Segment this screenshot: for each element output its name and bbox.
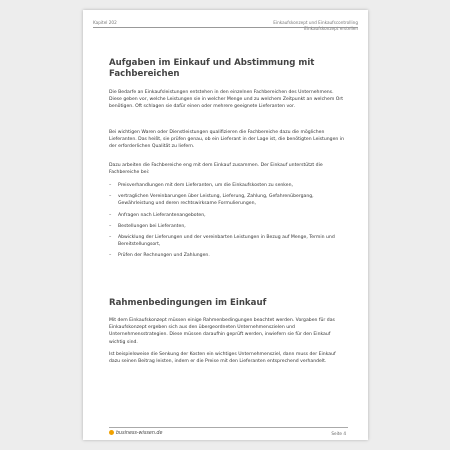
section-heading-aufgaben: Aufgaben im Einkauf und Abstimmung mit Fachbereichen — [109, 58, 315, 79]
bullet-dash: – — [109, 194, 112, 200]
list-item: – vertraglichen Vereinbarungen über Leistung, Lieferung, Zahlung, Gefahrenübergang, Gewährleistung und deren rechtswirksame Formulierungen, — [109, 194, 314, 207]
bullet-dash: – — [109, 235, 112, 241]
header-title-line1: Einkaufskonzept und Einkaufscontrolling — [273, 20, 358, 25]
list-item: – Bestellungen bei Lieferanten, — [109, 223, 186, 229]
paragraph-rahmenbedingungen: Mit dem Einkaufskonzept müssen einige Rahmenbedingungen beachtet werden. Vorgaben für das Einkaufskonzept ergeben sich aus den übergeordneten Unternehmenszielen und Unternehmensstrategien. Diese müssen daraufhin geprüft werden, inwiefern sie für den Einkauf wichtig sind. — [109, 318, 335, 345]
footer-divider — [109, 427, 348, 428]
chapter-label: Kapitel 202 — [93, 20, 117, 25]
list-item: – Anfragen nach Lieferantenangeboten, — [109, 212, 206, 218]
paragraph-qualifizieren: Bei wichtigen Waren oder Dienstleistungen qualifizieren die Fachbereiche dazu die möglichen Lieferanten. Das heißt, sie prüfen genau, ob ein Lieferant in der Lage ist, die benötigten Leistungen in der erforderlichen Qualität zu liefern. — [109, 130, 344, 150]
section-heading-rahmenbedingungen: Rahmenbedingungen im Einkauf — [109, 298, 267, 308]
bullet-dash: – — [109, 212, 112, 218]
bullet-dash: – — [109, 183, 112, 188]
header-title — [273, 20, 358, 31]
bullet-dash: – — [109, 253, 112, 259]
paragraph-zusammenarbeit: Dazu arbeiten die Fachbereiche eng mit dem Einkauf zusammen. Der Einkauf unterstützt die Fachbereiche bei: — [109, 163, 323, 176]
paragraph-bedarfe: Die Bedarfe an Einkaufsleistungen entstehen in den einzelnen Fachbereichen des Unternehmens. Diese geben vor, welche Leistungen sie in welcher Menge und zu welchem Zeitpunkt an welchem Ort benötigen. Oft schlagen sie dafür einen oder mehrere geeignete Lieferanten vor. — [109, 90, 344, 110]
list-item: – Abwicklung der Lieferungen und der vereinbarten Leistungen in Bezug auf Menge, Termin und Bereitstellungsort, — [109, 235, 335, 248]
page-number: Seite 4 — [331, 431, 346, 436]
list-item: – Preisverhandlungen mit dem Lieferanten, um die Einkaufskosten zu senken, — [109, 183, 294, 188]
paragraph-kostensenkung: Ist beispielsweise die Senkung der Kosten ein wichtiges Unternehmensziel, dann muss der Einkauf dazu seinen Beitrag leisten, indem er die Preise mit den Lieferanten entsprechend verhandelt. — [109, 352, 336, 365]
header-divider — [93, 27, 358, 28]
bullet-dash: – — [109, 223, 112, 229]
list-item: – Prüfen der Rechnungen und Zahlungen. — [109, 253, 210, 259]
document-page — [83, 10, 368, 440]
header-title-line2: Einkaufskonzept erstellen — [304, 25, 358, 31]
footer-brand — [109, 430, 162, 436]
brand-name: business-wissen.de — [116, 431, 163, 436]
task-list — [109, 182, 344, 264]
brand-logo-icon — [109, 430, 114, 435]
